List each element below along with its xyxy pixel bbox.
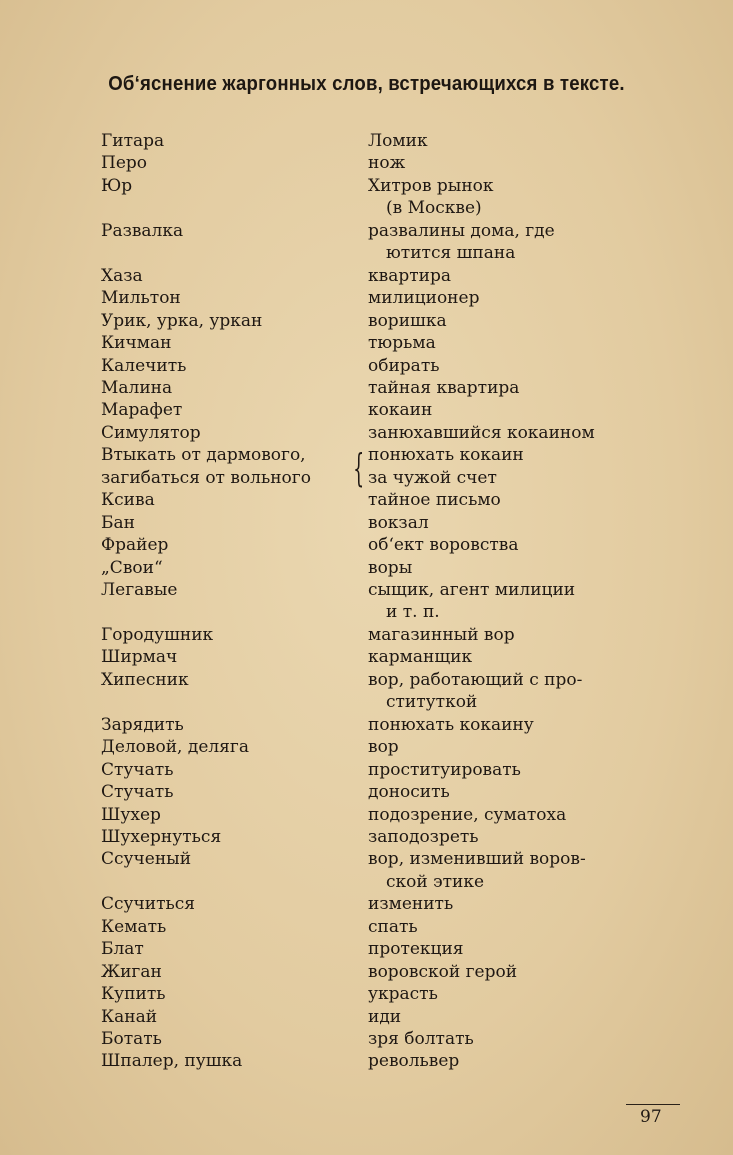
- glossary-entry: [0, 175, 733, 219]
- glossary-entry: [0, 826, 733, 848]
- glossary-definition: магазинный вор: [368, 624, 515, 645]
- glossary-term: Легавые: [101, 580, 178, 600]
- glossary-term: Стучать: [101, 782, 174, 803]
- glossary-definition: протекция: [368, 939, 464, 960]
- glossary-definition: Ломик: [368, 131, 428, 151]
- glossary-term: Фрайер: [101, 535, 169, 556]
- glossary-definition: спать: [368, 916, 418, 937]
- glossary-entry: [0, 287, 733, 309]
- glossary-definition: воры: [368, 557, 413, 578]
- glossary-term: Шухер: [101, 804, 161, 825]
- glossary-term: Малина: [101, 377, 173, 398]
- glossary-entry: [0, 489, 733, 511]
- glossary-definition: тайное письмо: [368, 490, 501, 511]
- glossary-definition: понюхать кокаин: [368, 445, 524, 466]
- glossary-definition: вор, изменивший воров-: [368, 849, 586, 870]
- glossary-entry: [0, 848, 733, 892]
- glossary-entry: [0, 579, 733, 623]
- glossary-term: Купить: [101, 984, 166, 1005]
- glossary-entry: [0, 938, 733, 960]
- glossary-entry: [0, 1028, 733, 1050]
- glossary-definition: нож: [368, 153, 406, 174]
- glossary-entry: [0, 961, 733, 983]
- glossary-term: Канай: [101, 1006, 158, 1027]
- glossary-entry: [0, 467, 733, 489]
- glossary-term: загибаться от вольного: [101, 467, 311, 488]
- page-title: Об‘яснение жаргонных слов, встречающихся в тексте.: [108, 73, 625, 95]
- page-number: 97: [640, 1107, 662, 1127]
- glossary-term: Марафет: [101, 400, 183, 421]
- glossary-definition: украсть: [368, 984, 438, 1005]
- glossary-entry: [0, 377, 733, 399]
- glossary-definition: револьвер: [368, 1051, 460, 1072]
- glossary-definition: об‘ект воровства: [368, 535, 519, 556]
- glossary-term: Ссученый: [101, 849, 192, 870]
- glossary-definition: изменить: [368, 894, 454, 915]
- glossary-entry: [0, 512, 733, 534]
- glossary-term: Юр: [101, 175, 133, 196]
- glossary-term: Кичман: [101, 333, 172, 354]
- glossary-term: Городушник: [101, 624, 214, 645]
- glossary-entry: [0, 152, 733, 174]
- glossary-term: Деловой, деляга: [101, 737, 249, 758]
- glossary-definition-continued: ституткой: [386, 692, 478, 713]
- glossary-definition: карманщик: [368, 647, 473, 668]
- glossary-entry: [0, 265, 733, 287]
- footer-rule: [626, 1104, 680, 1105]
- glossary-entry: [0, 736, 733, 758]
- glossary-entry: [0, 714, 733, 736]
- glossary-term: Ботать: [101, 1029, 162, 1049]
- glossary-entry: [0, 669, 733, 713]
- glossary-definition: вор, работающий с про-: [368, 669, 583, 690]
- glossary-term: Гитара: [101, 131, 165, 151]
- glossary-definition: проституировать: [368, 759, 521, 780]
- glossary-definition: вокзал: [368, 512, 429, 533]
- glossary-term: Шухернуться: [101, 826, 222, 847]
- glossary-term: Блат: [101, 939, 144, 960]
- brace-icon: {: [353, 446, 365, 490]
- glossary-entry: [0, 624, 733, 646]
- glossary-entry: [0, 916, 733, 938]
- glossary-term: Мильтон: [101, 288, 181, 309]
- glossary-definition-continued: и т. п.: [386, 602, 440, 623]
- glossary-definition: Хитров рынок: [368, 175, 494, 196]
- glossary-definition: воровской герой: [368, 961, 518, 982]
- glossary-definition: понюхать кокаину: [368, 714, 534, 735]
- glossary-entry: [0, 557, 733, 579]
- glossary-entry: [0, 399, 733, 421]
- glossary-definition: иди: [368, 1006, 402, 1027]
- glossary-term: Бан: [101, 512, 135, 533]
- glossary-entry: [0, 355, 733, 377]
- glossary-definition: заподозреть: [368, 826, 479, 847]
- glossary-definition: квартира: [368, 265, 451, 286]
- glossary-term: Калечить: [101, 355, 187, 376]
- glossary-entry: [0, 130, 733, 152]
- glossary-entry: [0, 1050, 733, 1072]
- glossary-term: Ссучиться: [101, 894, 196, 915]
- glossary-term: Шпалер, пушка: [101, 1051, 243, 1072]
- glossary-definition: сыщик, агент милиции: [368, 580, 576, 600]
- glossary-term: Ширмач: [101, 647, 178, 668]
- glossary-entry: [0, 444, 733, 466]
- glossary-term: Хаза: [101, 265, 143, 286]
- glossary-definition: зря болтать: [368, 1029, 474, 1049]
- glossary-entry: [0, 422, 733, 444]
- glossary-term: Зарядить: [101, 714, 184, 735]
- glossary-term: „Свои“: [101, 557, 163, 578]
- glossary-definition-continued: (в Москве): [386, 198, 482, 219]
- glossary-term: Перо: [101, 153, 148, 174]
- glossary-definition: тюрьма: [368, 333, 436, 354]
- glossary-term: Урик, урка, уркан: [101, 310, 263, 331]
- glossary-term: Кемать: [101, 916, 167, 937]
- glossary-definition: милиционер: [368, 288, 480, 309]
- glossary-definition: кокаин: [368, 400, 433, 421]
- glossary-definition: за чужой счет: [368, 467, 497, 488]
- glossary-definition: вор: [368, 737, 399, 758]
- glossary-term: Жиган: [101, 961, 162, 982]
- glossary-entry: [0, 759, 733, 781]
- glossary-entry: [0, 310, 733, 332]
- glossary-entry: [0, 983, 733, 1005]
- glossary-entry: [0, 1006, 733, 1028]
- glossary-definition: подозрение, суматоха: [368, 804, 567, 825]
- glossary-term: Стучать: [101, 759, 174, 780]
- glossary-entry: [0, 220, 733, 264]
- glossary-entry: [0, 646, 733, 668]
- glossary-entry: [0, 893, 733, 915]
- glossary-term: Ксива: [101, 490, 155, 511]
- glossary-definition: обирать: [368, 355, 440, 376]
- glossary-term: Развалка: [101, 220, 184, 241]
- glossary-entry: [0, 534, 733, 556]
- glossary-entry: [0, 781, 733, 803]
- glossary-entry: [0, 332, 733, 354]
- glossary-definition: тайная квартира: [368, 377, 520, 398]
- glossary-definition: доносить: [368, 782, 450, 803]
- glossary-definition-continued: ютится шпана: [386, 243, 516, 264]
- glossary-term: Хипесник: [101, 669, 189, 690]
- glossary-term: Втыкать от дармового,: [101, 445, 306, 466]
- glossary-term: Симулятор: [101, 422, 201, 443]
- glossary-definition: занюхавшийся кокаином: [368, 422, 595, 443]
- glossary-definition: развалины дома, где: [368, 220, 555, 241]
- glossary-entry: [0, 804, 733, 826]
- glossary-definition-continued: ской этике: [386, 871, 485, 892]
- glossary-definition: воришка: [368, 310, 447, 331]
